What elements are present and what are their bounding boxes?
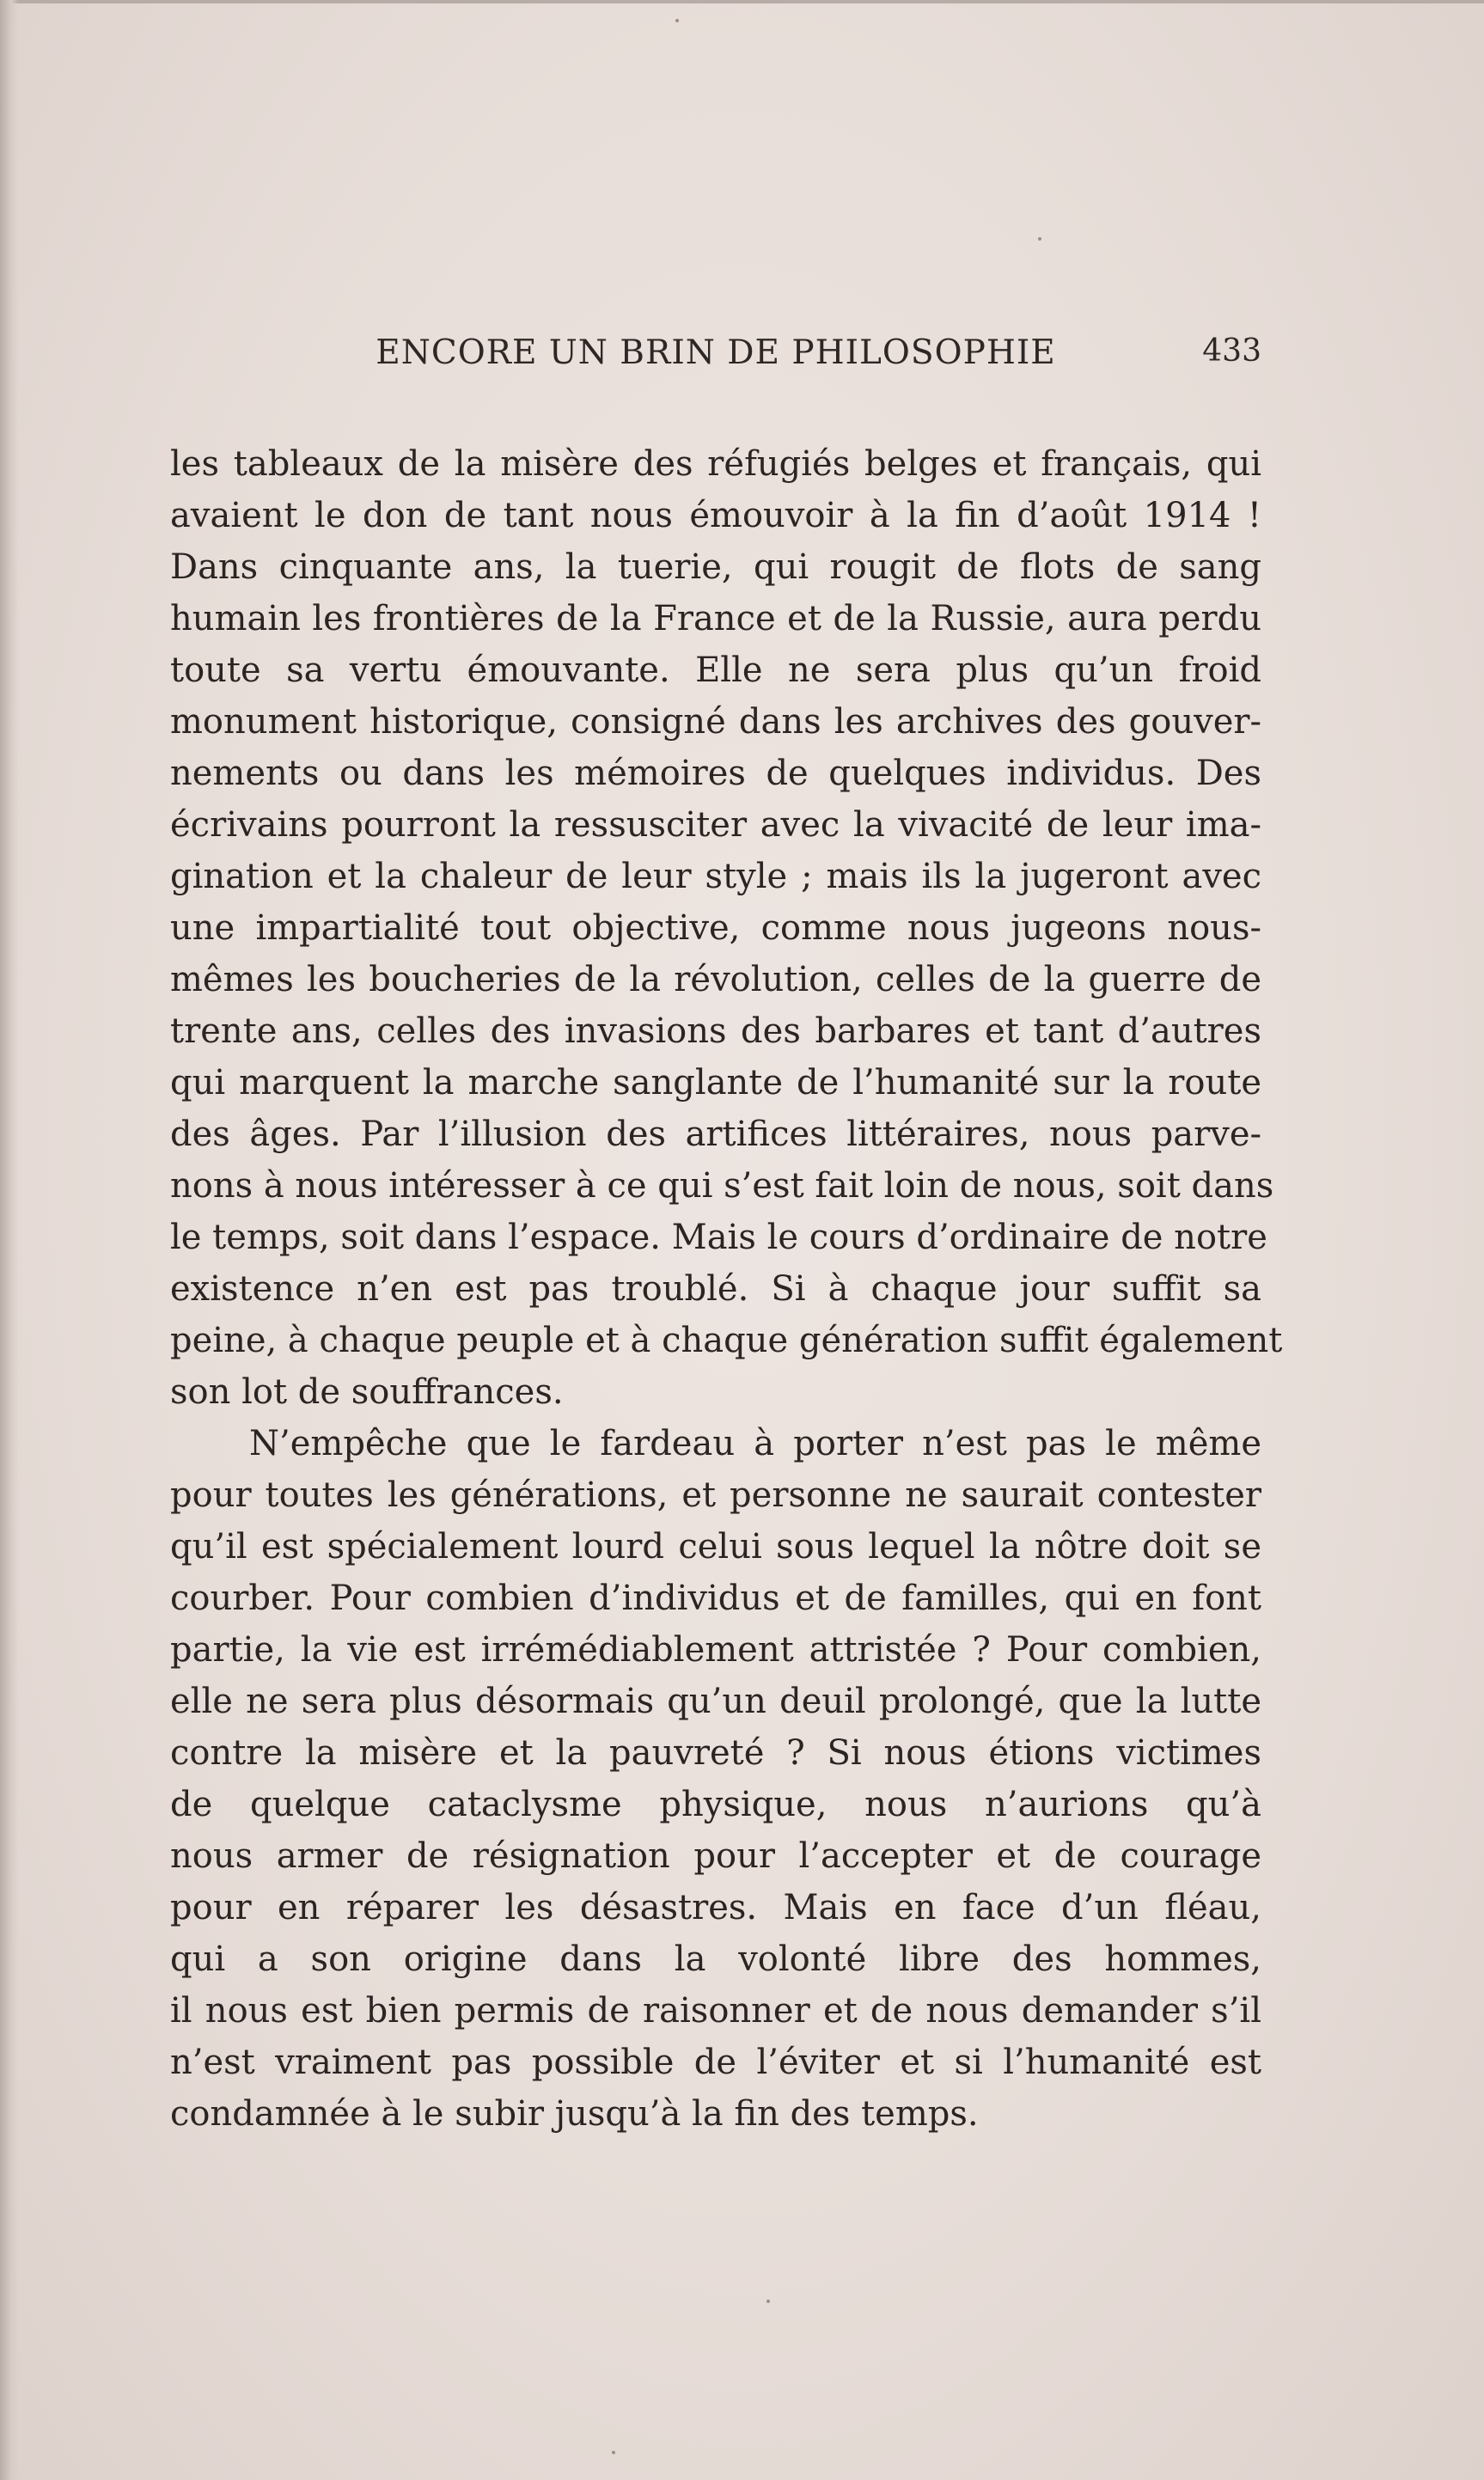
text-line: avaient le don de tant nous émouvoir à la fin d’août 1914 ! <box>170 496 1261 535</box>
text-line: gination et la chaleur de leur style ; mais ils la jugeront avec <box>170 857 1261 896</box>
text-line: mêmes les boucheries de la révolution, celles de la guerre de <box>170 960 1261 999</box>
running-head-title: ENCORE UN BRIN DE PHILOSOPHIE <box>376 333 1056 372</box>
text-line: courber. Pour combien d’individus et de familles, qui en font <box>170 1579 1261 1618</box>
text-line: n’est vraiment pas possible de l’éviter et si l’humanité est <box>170 2043 1261 2082</box>
text-line: le temps, soit dans l’espace. Mais le cours d’ordinaire de notre <box>170 1218 1267 1257</box>
page-body <box>170 438 1283 2140</box>
text-line: une impartialité tout objective, comme nous jugeons nous- <box>170 908 1261 948</box>
text-line: Dans cinquante ans, la tuerie, qui rougit de flots de sang <box>170 547 1261 587</box>
text-line: qui marquent la marche sanglante de l’humanité sur la route <box>170 1063 1261 1103</box>
text-line: écrivains pourront la ressusciter avec la vivacité de leur ima- <box>170 805 1261 845</box>
text-line: il nous est bien permis de raisonner et de nous demander s’il <box>170 1991 1261 2031</box>
page-number: 433 <box>1202 333 1261 369</box>
text-line: toute sa vertu émouvante. Elle ne sera plus qu’un froid <box>170 651 1261 690</box>
text-line: elle ne sera plus désormais qu’un deuil prolongé, que la lutte <box>170 1682 1261 1721</box>
text-line: trente ans, celles des invasions des barbares et tant d’autres <box>170 1011 1261 1051</box>
page-top-edge <box>0 0 1484 3</box>
text-line: qui a son origine dans la volonté libre des hommes, <box>170 1939 1261 1979</box>
text-line: pour toutes les générations, et personne ne saurait contester <box>170 1475 1261 1515</box>
text-line: monument historique, consigné dans les archives des gouver- <box>170 702 1261 742</box>
book-gutter-shadow <box>0 0 19 2480</box>
text-line: les tableaux de la misère des réfugiés belges et français, qui <box>170 444 1261 484</box>
text-line: condamnée à le subir jusqu’à la fin des temps. <box>170 2094 979 2134</box>
text-line: peine, à chaque peuple et à chaque génération suffit également <box>170 1321 1283 1360</box>
paragraph-2 <box>170 1418 1261 2140</box>
text-line: qu’il est spécialement lourd celui sous lequel la nôtre doit se <box>170 1527 1261 1567</box>
text-line: pour en réparer les désastres. Mais en face d’un fléau, <box>170 1888 1261 1927</box>
text-line: partie, la vie est irrémédiablement attristée ? Pour combien, <box>170 1630 1261 1670</box>
text-line: de quelque cataclysme physique, nous n’aurions qu’à <box>170 1785 1261 1824</box>
text-line: existence n’en est pas troublé. Si à chaque jour suffit sa <box>170 1269 1261 1309</box>
text-line: nements ou dans les mémoires de quelques individus. Des <box>170 754 1261 793</box>
paper-speck <box>675 19 679 22</box>
paper-speck <box>612 2451 615 2454</box>
paper-speck <box>1038 237 1041 241</box>
text-line: humain les frontières de la France et de la Russie, aura perdu <box>170 599 1261 638</box>
text-line: nons à nous intéresser à ce qui s’est fait loin de nous, soit dans <box>170 1166 1274 1206</box>
text-line: des âges. Par l’illusion des artifices littéraires, nous parve- <box>170 1115 1261 1154</box>
text-line: son lot de souffrances. <box>170 1372 564 1412</box>
text-line: contre la misère et la pauvreté ? Si nous étions victimes <box>170 1733 1261 1773</box>
paragraph-1 <box>170 438 1283 1418</box>
paper-speck <box>766 2300 770 2303</box>
text-line: N’empêche que le fardeau à porter n’est pas le même <box>249 1424 1261 1463</box>
running-head <box>170 333 1261 382</box>
text-line: nous armer de résignation pour l’accepter et de courage <box>170 1836 1261 1876</box>
